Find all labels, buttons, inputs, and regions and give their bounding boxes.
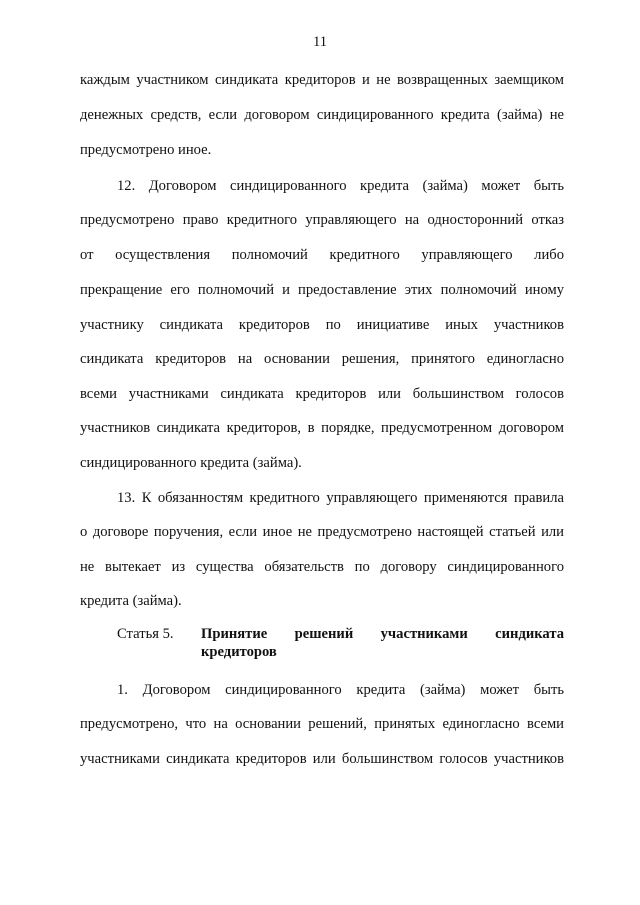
text-line: 12. Договором синдицированного кредита (займа) может быть [117, 178, 564, 194]
text-line: синдицированного кредита (займа). [80, 455, 302, 471]
text-line: от осуществления полномочий кредитного управляющего либо [80, 247, 564, 263]
text-line: предусмотрено право кредитного управляющего на односторонний отказ [80, 212, 564, 228]
text-line: кредита (займа). [80, 593, 182, 609]
article-title-line: Принятие решений участниками синдиката [201, 626, 564, 642]
text-line: участников синдиката кредиторов, в порядке, предусмотренном договором [80, 420, 564, 436]
text-line: не вытекает из существа обязательств по договору синдицированного [80, 559, 564, 575]
text-line: всеми участниками синдиката кредиторов или большинством голосов [80, 386, 564, 402]
text-line: о договоре поручения, если иное не предусмотрено настоящей статьей или [80, 524, 564, 540]
text-line: участниками синдиката кредиторов или большинством голосов участников [80, 751, 564, 767]
text-line: синдиката кредиторов на основании решения, принятого единогласно [80, 351, 564, 367]
article-title-line: кредиторов [201, 644, 277, 660]
article-title [201, 625, 564, 661]
text-line: 1. Договором синдицированного кредита (займа) может быть [117, 682, 564, 698]
page-number: 11 [312, 34, 328, 50]
text-line: денежных средств, если договором синдицированного кредита (займа) не [80, 107, 564, 123]
text-line: 13. К обязанностям кредитного управляющего применяются правила [117, 490, 564, 506]
text-line: прекращение его полномочий и предоставление этих полномочий иному [80, 282, 564, 298]
text-line: предусмотрено иное. [80, 142, 212, 158]
article-number: Статья 5. [117, 626, 174, 642]
text-line: участнику синдиката кредиторов по инициативе иных участников [80, 317, 564, 333]
text-line: каждым участником синдиката кредиторов и не возвращенных заемщиком [80, 72, 564, 88]
text-line: предусмотрено, что на основании решений, принятых единогласно всеми [80, 716, 564, 732]
